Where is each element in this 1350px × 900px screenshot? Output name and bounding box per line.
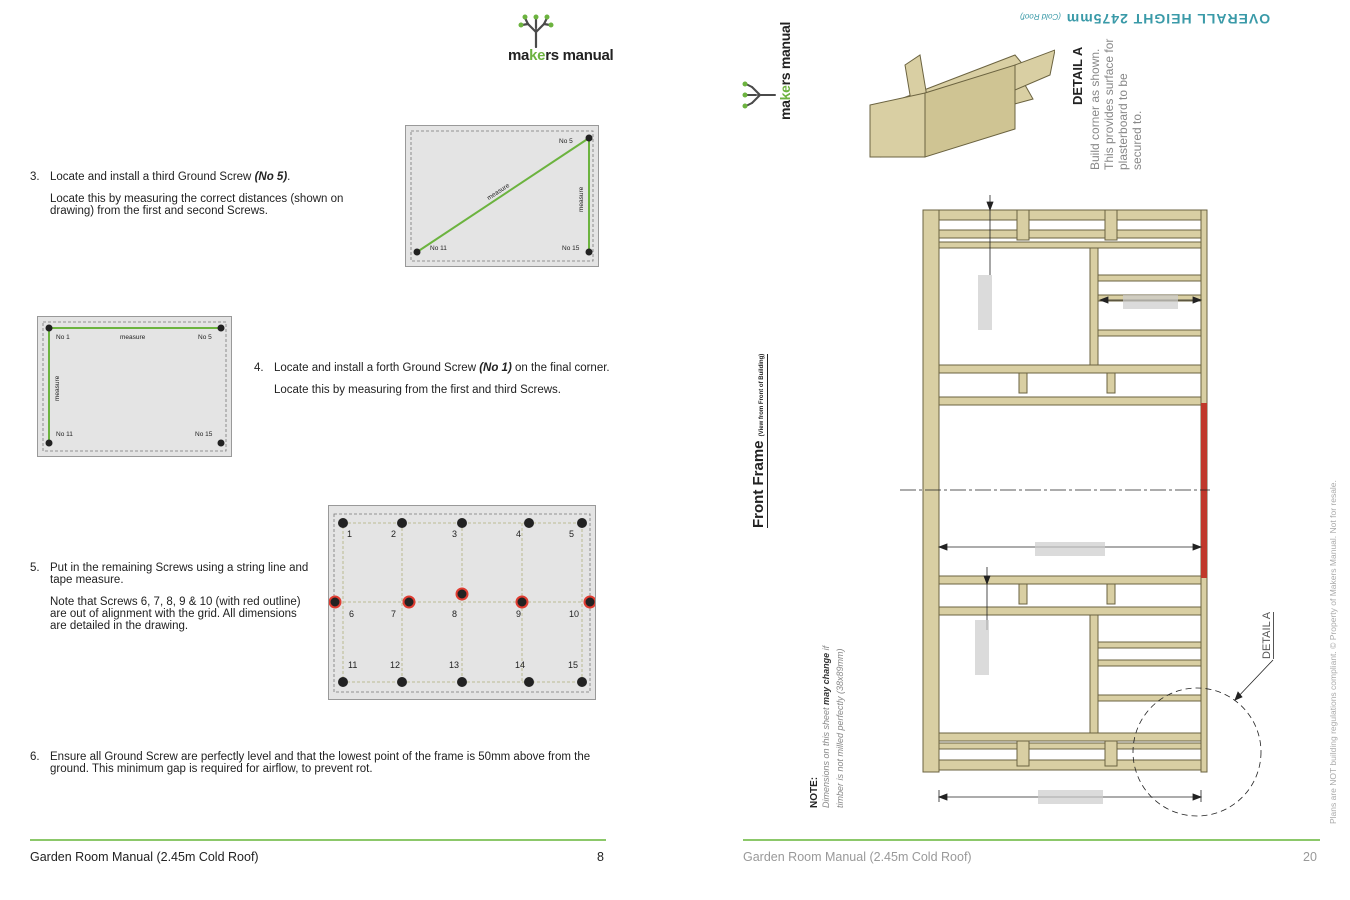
diagram-screw-no5	[405, 125, 599, 267]
label-no11: No 11	[56, 431, 73, 438]
grid-label: 14	[515, 660, 526, 670]
grid-label: 13	[449, 660, 460, 670]
step-number: 6.	[30, 751, 40, 763]
label-no15: No 15	[562, 245, 580, 252]
step-heading: Locate and install a forth Ground Screw (No 1) on the final corner.	[274, 362, 610, 374]
note-label: NOTE:	[809, 776, 820, 808]
grid-label: 6	[349, 609, 355, 619]
step-number: 4.	[254, 362, 264, 374]
step-4	[254, 362, 614, 396]
grid-label: 2	[391, 529, 397, 539]
step-6	[30, 751, 610, 775]
step-detail: Locate this by measuring from the first and third Screws.	[274, 384, 561, 396]
tree-logo-icon	[516, 14, 556, 48]
grid-label: 1	[347, 529, 353, 539]
grid-label: 12	[390, 660, 401, 670]
left-page	[0, 0, 650, 900]
label-measure-top: measure	[120, 334, 146, 341]
label-measure-side: measure	[54, 375, 61, 401]
footer-title: Garden Room Manual (2.45m Cold Roof)	[30, 850, 259, 864]
grid-label: 10	[569, 609, 580, 619]
step-heading: Put in the remaining Screws using a string line and tape measure.	[50, 562, 309, 586]
front-frame-title: Front Frame (View from Front of Building)	[750, 353, 767, 528]
step-detail: Note that Screws 6, 7, 8, 9 & 10 (with red outline) are out of alignment with the grid. All dimensions are detailed in the drawing.	[50, 596, 301, 632]
grid-label: 7	[391, 609, 397, 619]
diagram-screw-grid	[328, 505, 596, 700]
footer-divider	[743, 839, 1320, 841]
grid-label: 8	[452, 609, 458, 619]
grid-label: 15	[568, 660, 579, 670]
grid-label: 4	[516, 529, 522, 539]
step-heading: Ensure all Ground Screw are perfectly level and that the lowest point of the frame is 50mm above from the ground. This minimum gap is required for airflow, to prevent rot.	[50, 751, 591, 775]
label-no15: No 15	[195, 431, 213, 438]
step-3	[30, 171, 385, 217]
logo-text: makers manual	[777, 21, 793, 120]
page-gutter	[650, 0, 700, 900]
label-measure-diagonal: measure	[486, 182, 512, 202]
page-number: 8	[597, 850, 604, 864]
detail-a-callout: DETAIL A	[1261, 611, 1273, 659]
grid-label: 9	[516, 609, 522, 619]
note-line1: Dimensions on this sheet may change if	[821, 645, 831, 808]
page-number: 20	[1303, 850, 1317, 864]
right-page	[700, 0, 1350, 900]
side-disclaimer: Plans are NOT building regulations compliant. © Property of Makers Manual. Not for resale.	[1328, 480, 1338, 824]
detail-a-corner-sketch	[865, 45, 1055, 165]
label-no5: No 5	[198, 334, 212, 341]
footer-title: Garden Room Manual (2.45m Cold Roof)	[743, 850, 972, 864]
step-number: 5.	[30, 562, 40, 574]
footer-divider	[30, 839, 606, 841]
grid-label: 11	[348, 660, 358, 670]
grid-label: 3	[452, 529, 458, 539]
step-heading: Locate and install a third Ground Screw (No 5).	[50, 171, 291, 183]
step-detail: Locate this by measuring the correct distances (shown on drawing) from the first and second Screws.	[50, 193, 344, 217]
label-no11: No 11	[430, 245, 447, 252]
step-number: 3.	[30, 171, 40, 183]
label-no5: No 5	[559, 138, 573, 145]
makers-manual-logo	[508, 14, 614, 66]
logo-text: makers manual	[508, 47, 614, 64]
tree-logo-icon	[742, 75, 776, 115]
diagram-screw-no1	[37, 316, 232, 457]
overall-height-header: OVERALL HEIGHT 2475mm (Cold Roof)	[1020, 11, 1271, 27]
detail-a-text: Build corner as shown. This provides surface for plasterboard to be secured to.	[1088, 38, 1144, 170]
label-no1: No 1	[56, 334, 70, 341]
step-5	[30, 562, 310, 632]
detail-a-title: DETAIL A	[1070, 46, 1085, 105]
front-frame-drawing	[895, 190, 1315, 840]
note-line2: timber is not milled perfectly (38x89mm)	[835, 648, 845, 808]
makers-manual-logo-rotated	[742, 15, 797, 123]
label-measure-vertical: measure	[578, 186, 585, 212]
grid-label: 5	[569, 529, 575, 539]
